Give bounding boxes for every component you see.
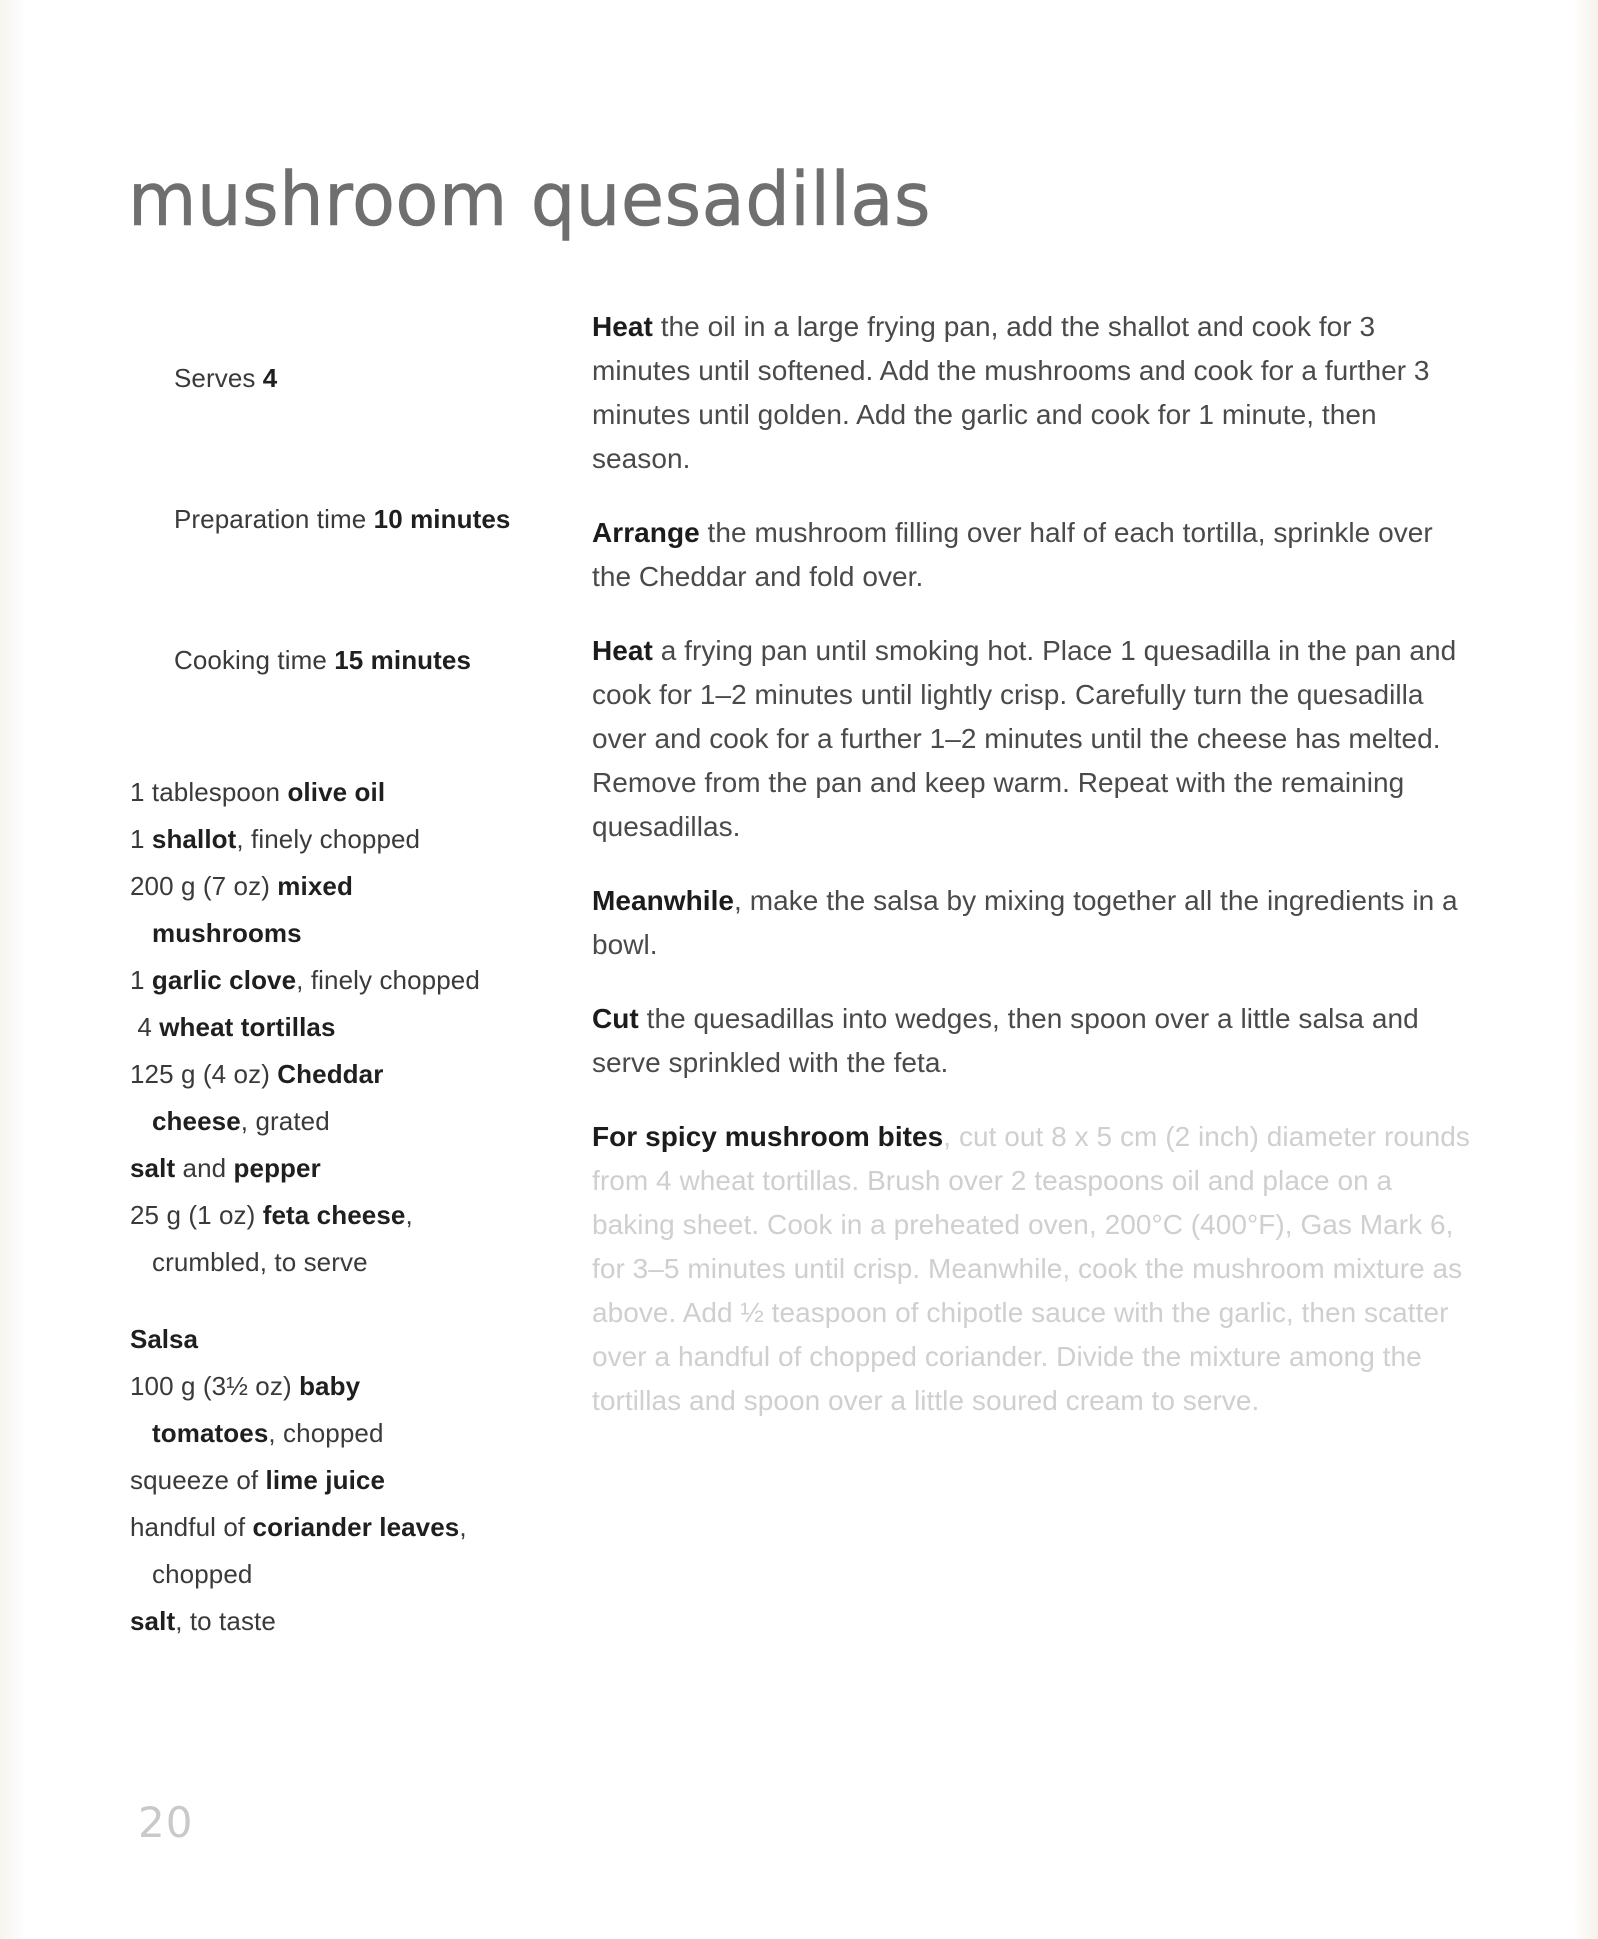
ingredients-list (130, 769, 550, 1286)
ingredient-text: , finely chopped (296, 965, 480, 995)
method-step (592, 305, 1472, 481)
ingredient-name: olive oil (287, 777, 386, 807)
cooking-time-value: 15 minutes (334, 645, 472, 675)
salsa-ingredient-line (130, 1457, 550, 1504)
ingredient-name: mushrooms (152, 918, 302, 948)
ingredient-text: 200 g (7 oz) (130, 871, 278, 901)
method-step (592, 1115, 1472, 1423)
cooking-time-line (130, 590, 550, 731)
salsa-ingredient-line (130, 1504, 550, 1551)
ingredient-line (130, 769, 550, 816)
ingredients-column (130, 308, 550, 1645)
ingredient-text: crumbled, to serve (152, 1247, 368, 1277)
salsa-ingredient-line (130, 1551, 550, 1598)
ingredient-name: lime juice (265, 1465, 386, 1495)
serves-value: 4 (262, 363, 278, 393)
method-step-text: , cut out 8 x 5 cm (2 inch) diameter rounds from 4 wheat tortillas. Brush over 2 teaspoons oil and place on a baking sheet. Cook in a preheated oven, 200°C (400°F), Gas Mark 6, for 3–5 minutes until crisp. Meanwhile, cook the mushroom mixture as above. Add ½ teaspoon of chipotle sauce with the garlic, then scatter over a handful of chopped coriander. Divide the mixture among the tortillas and spoon over a little soured cream to serve. (592, 1121, 1470, 1416)
ingredient-line (130, 1051, 550, 1098)
ingredient-name: baby (299, 1371, 361, 1401)
ingredient-name: feta cheese (262, 1200, 406, 1230)
ingredient-line (130, 816, 550, 863)
ingredient-text: , finely chopped (236, 824, 421, 854)
method-step (592, 629, 1472, 849)
ingredient-text: 1 tablespoon (130, 777, 288, 807)
page-title: mushroom quesadillas (128, 156, 931, 243)
method-step-text: a frying pan until smoking hot. Place 1 quesadilla in the pan and cook for 1–2 minutes until lightly crisp. Carefully turn the quesadilla over and cook for a further 1–2 minutes until the cheese has melted. Remove from the pan and keep warm. Repeat with the remaining quesadillas. (592, 635, 1457, 842)
salsa-spacer (130, 1286, 550, 1316)
salsa-ingredients-list (130, 1363, 550, 1645)
salsa-ingredient-line (130, 1410, 550, 1457)
serves-line (130, 308, 550, 449)
method-step-lead: Heat (592, 635, 653, 666)
salsa-ingredient-line (130, 1363, 550, 1410)
method-step-lead: Arrange (592, 517, 700, 548)
ingredient-line (130, 1192, 550, 1239)
method-step-text: the quesadillas into wedges, then spoon over a little salsa and serve sprinkled with the feta. (592, 1003, 1419, 1078)
serves-label: Serves (173, 363, 263, 393)
ingredient-text: 1 (130, 965, 152, 995)
ingredient-line (130, 910, 550, 957)
method-step-text: , make the salsa by mixing together all the ingredients in a bowl. (592, 885, 1458, 960)
ingredient-text: and (175, 1153, 234, 1183)
method-step-lead: Cut (592, 1003, 639, 1034)
method-step-lead: For spicy mushroom bites (592, 1121, 944, 1152)
ingredient-text: 4 (130, 1012, 160, 1042)
method-step (592, 997, 1472, 1085)
ingredient-name: cheese (152, 1106, 241, 1136)
ingredient-line (130, 1098, 550, 1145)
ingredient-text: , (405, 1200, 413, 1230)
ingredient-line (130, 1239, 550, 1286)
ingredient-line (130, 957, 550, 1004)
ingredient-text: 25 g (1 oz) (130, 1200, 263, 1230)
salsa-ingredient-line (130, 1598, 550, 1645)
ingredient-text: , to taste (175, 1606, 276, 1636)
method-step (592, 879, 1472, 967)
preparation-time-value: 10 minutes (373, 504, 511, 534)
page-number: 20 (138, 1798, 194, 1847)
ingredient-name: garlic clove (151, 965, 297, 995)
ingredient-line (130, 1004, 550, 1051)
preparation-time-label: Preparation time (173, 504, 374, 534)
method-step (592, 511, 1472, 599)
ingredient-name: wheat tortillas (159, 1012, 336, 1042)
ingredient-name: salt (130, 1606, 176, 1636)
method-steps (592, 305, 1472, 1423)
ingredient-name: coriander leaves (252, 1512, 460, 1542)
ingredient-name: salt (130, 1153, 176, 1183)
ingredient-text: , (459, 1512, 467, 1542)
ingredient-text: chopped (152, 1559, 253, 1589)
method-step-text: the oil in a large frying pan, add the shallot and cook for 3 minutes until softened. Add the mushrooms and cook for a further 3 minutes until golden. Add the garlic and cook for 1 minute, then season. (592, 311, 1430, 474)
ingredient-text: 100 g (3½ oz) (130, 1371, 300, 1401)
ingredient-line (130, 1145, 550, 1192)
ingredient-name: mixed (277, 871, 353, 901)
ingredient-name: pepper (233, 1153, 321, 1183)
ingredient-text: handful of (130, 1512, 253, 1542)
ingredient-text: 1 (130, 824, 152, 854)
ingredient-name: shallot (151, 824, 237, 854)
ingredient-text: , grated (240, 1106, 330, 1136)
method-step-text: the mushroom filling over half of each tortilla, sprinkle over the Cheddar and fold over. (592, 517, 1433, 592)
ingredient-text: , chopped (268, 1418, 384, 1448)
method-column (592, 305, 1472, 1453)
ingredients-spacer (130, 731, 550, 769)
preparation-time-line (130, 449, 550, 590)
ingredient-name: Cheddar (277, 1059, 384, 1089)
method-step-lead: Meanwhile (592, 885, 735, 916)
cooking-time-label: Cooking time (173, 645, 335, 675)
ingredient-name: tomatoes (152, 1418, 269, 1448)
ingredient-line (130, 863, 550, 910)
salsa-heading: Salsa (130, 1324, 198, 1354)
method-step-lead: Heat (592, 311, 653, 342)
ingredient-text: 125 g (4 oz) (130, 1059, 278, 1089)
ingredient-text: squeeze of (130, 1465, 266, 1495)
